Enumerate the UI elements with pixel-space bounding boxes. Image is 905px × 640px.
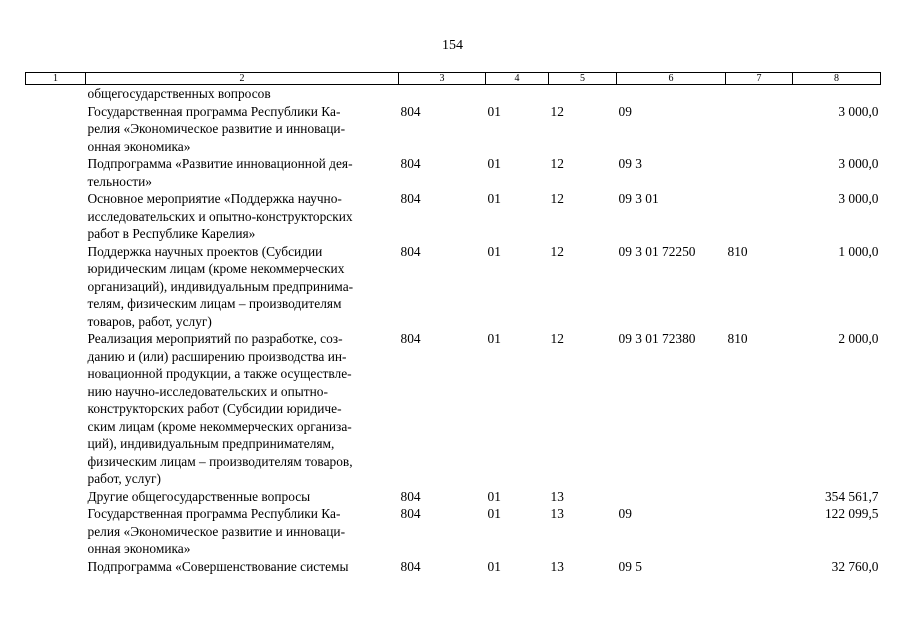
amount-cell: 32 760,0	[831, 558, 879, 574]
item-name-line: релия «Экономическое развитие и инноваци-	[87, 121, 346, 136]
column-number-header: 4	[486, 73, 549, 85]
row-number-cell	[26, 190, 86, 243]
table-row	[26, 85, 881, 103]
department-code-cell: 804	[400, 191, 421, 206]
item-name-cell	[86, 103, 399, 156]
amount-cell: 3 000,0	[838, 103, 879, 119]
target-article-cell: 09	[618, 506, 632, 521]
section-code-cell: 01	[487, 103, 501, 119]
item-name-cell	[86, 85, 399, 103]
table-row	[26, 558, 881, 576]
expense-type-cell: 810	[727, 331, 748, 346]
amount-cell: 2 000,0	[838, 331, 879, 346]
table-row	[26, 190, 881, 243]
item-name-line: юридическим лицам (кроме некоммерческих	[87, 261, 345, 276]
item-name-line: телям, физическим лицам – производителям	[87, 296, 342, 311]
expense-type-cell	[726, 155, 793, 190]
section-code-cell: 01	[487, 243, 501, 259]
row-number-cell	[26, 155, 86, 190]
department-code-cell: 804	[400, 558, 421, 574]
page-number: 154	[442, 38, 463, 53]
budget-table	[25, 72, 881, 575]
department-code-cell: 804	[400, 331, 421, 346]
item-name-cell	[86, 243, 399, 331]
target-article-cell: 09	[618, 103, 632, 119]
item-name-line: Основное мероприятие «Поддержка научно-	[87, 191, 342, 206]
target-article-cell: 09 3	[618, 156, 642, 171]
item-name-line: общегосударственных вопросов	[87, 86, 271, 101]
subsection-code-cell: 13	[550, 488, 564, 504]
expense-type-cell	[726, 488, 793, 506]
item-name-line: онная экономика»	[87, 138, 191, 154]
amount-cell: 1 000,0	[838, 243, 879, 259]
item-name-line: тельности»	[87, 173, 152, 189]
row-number-cell	[26, 103, 86, 156]
department-code-cell: 804	[400, 243, 421, 259]
subsection-code-cell	[549, 85, 617, 103]
section-code-cell: 01	[487, 331, 501, 346]
row-number-cell	[26, 488, 86, 506]
item-name-line: релия «Экономическое развитие и инноваци-	[87, 523, 346, 539]
department-code-cell	[399, 85, 486, 103]
target-article-cell: 09 3 01	[618, 191, 659, 206]
column-number-header: 1	[26, 73, 86, 85]
item-name-line: Государственная программа Республики Ка-	[87, 103, 341, 119]
department-code-cell: 804	[400, 103, 421, 119]
item-name-cell	[86, 190, 399, 243]
item-name-line: онная экономика»	[87, 541, 191, 556]
item-name-line: Реализация мероприятий по разработке, соз-	[87, 331, 343, 346]
expense-type-cell	[726, 558, 793, 576]
table-row	[26, 505, 881, 558]
item-name-cell	[86, 488, 399, 506]
section-code-cell: 01	[487, 191, 501, 206]
column-number-header: 6	[617, 73, 726, 85]
item-name-line: ций), индивидуальным предпринимателям,	[87, 436, 335, 451]
department-code-cell: 804	[400, 156, 421, 171]
item-name-line: организаций), индивидуальным предпринима-	[87, 278, 354, 294]
expense-type-cell	[726, 85, 793, 103]
column-number-header: 7	[726, 73, 793, 85]
table-row	[26, 488, 881, 506]
amount-cell: 3 000,0	[838, 191, 879, 206]
item-name-line: физическим лицам – производителям товаров,	[87, 453, 353, 469]
item-name-line: работ, услуг)	[87, 471, 161, 486]
target-article-cell: 09 5	[618, 558, 642, 574]
item-name-line: новационной продукции, а также осуществле-	[87, 366, 352, 381]
column-number-header: 5	[549, 73, 617, 85]
column-number-header: 8	[793, 73, 881, 85]
target-article-cell: 09 3 01 72380	[618, 331, 696, 346]
item-name-line: Подпрограмма «Развитие инновационной дея-	[87, 156, 353, 171]
table-row	[26, 103, 881, 156]
subsection-code-cell: 12	[550, 331, 564, 346]
item-name-line: данию и (или) расширению производства ин-	[87, 348, 347, 364]
item-name-line: работ в Республике Карелия»	[87, 226, 256, 241]
table-row	[26, 243, 881, 331]
expense-type-cell	[726, 103, 793, 156]
section-code-cell: 01	[487, 558, 501, 574]
target-article-cell	[617, 85, 726, 103]
item-name-line: нию научно-исследовательских и опытно-	[87, 383, 328, 399]
subsection-code-cell: 13	[550, 558, 564, 574]
row-number-cell	[26, 505, 86, 558]
row-number-cell	[26, 243, 86, 331]
subsection-code-cell: 13	[550, 506, 564, 521]
item-name-cell	[86, 505, 399, 558]
table-row	[26, 155, 881, 190]
item-name-line: товаров, работ, услуг)	[87, 313, 212, 329]
amount-cell: 122 099,5	[824, 506, 879, 521]
target-article-cell	[617, 488, 726, 506]
item-name-cell	[86, 330, 399, 488]
section-code-cell: 01	[487, 506, 501, 521]
column-number-header: 3	[399, 73, 486, 85]
target-article-cell: 09 3 01 72250	[618, 243, 696, 259]
subsection-code-cell: 12	[550, 103, 564, 119]
column-number-header: 2	[86, 73, 399, 85]
department-code-cell: 804	[400, 506, 421, 521]
item-name-cell	[86, 155, 399, 190]
item-name-line: исследовательских и опытно-конструкторских	[87, 208, 353, 224]
expense-type-cell	[726, 190, 793, 243]
item-name-line: Другие общегосударственные вопросы	[87, 488, 311, 504]
amount-cell	[793, 85, 881, 103]
item-name-line: Поддержка научных проектов (Субсидии	[87, 243, 323, 259]
item-name-line: конструкторских работ (Субсидии юридиче-	[87, 401, 342, 416]
item-name-line: Государственная программа Республики Ка-	[87, 506, 341, 521]
section-code-cell: 01	[487, 156, 501, 171]
subsection-code-cell: 12	[550, 191, 564, 206]
item-name-line: Подпрограмма «Совершенствование системы	[87, 558, 349, 574]
expense-type-cell	[726, 505, 793, 558]
department-code-cell: 804	[400, 488, 421, 504]
row-number-cell	[26, 85, 86, 103]
table-row	[26, 330, 881, 488]
column-number-row	[26, 73, 881, 85]
row-number-cell	[26, 330, 86, 488]
section-code-cell	[486, 85, 549, 103]
amount-cell: 3 000,0	[838, 156, 879, 171]
expense-type-cell: 810	[727, 243, 748, 259]
table-body	[26, 85, 881, 576]
amount-cell: 354 561,7	[824, 488, 879, 504]
subsection-code-cell: 12	[550, 243, 564, 259]
section-code-cell: 01	[487, 488, 501, 504]
row-number-cell	[26, 558, 86, 576]
subsection-code-cell: 12	[550, 156, 564, 171]
item-name-line: ским лицам (кроме некоммерческих организа-	[87, 418, 352, 434]
item-name-cell	[86, 558, 399, 576]
